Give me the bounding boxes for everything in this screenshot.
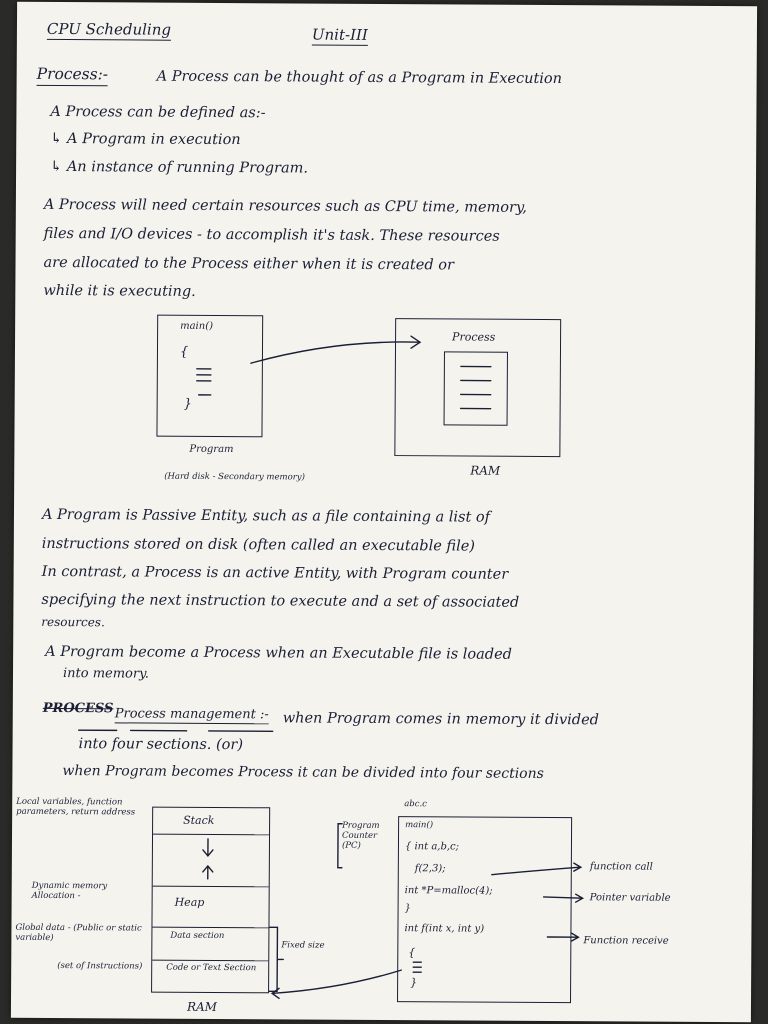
heap-annotation: Dynamic memory Allocation - xyxy=(31,880,108,901)
resources-line-1: A Process will need certain resources such as CPU time, memory, xyxy=(43,196,527,216)
program-caption: Program xyxy=(189,443,234,456)
mgmt-underlines xyxy=(79,730,273,731)
heap-up-arrow xyxy=(203,866,213,879)
fixed-size-label: Fixed size xyxy=(281,940,325,951)
resources-line-2: files and I/O devices - to accomplish it's task. These resources xyxy=(43,225,500,245)
passive-line-5: resources. xyxy=(41,614,105,630)
data-section-label: Data section xyxy=(170,930,225,942)
program-main: main() xyxy=(180,320,214,332)
stack-label: Stack xyxy=(183,813,215,827)
ram-process-title: Process xyxy=(452,330,496,344)
program-close-brace: } xyxy=(183,396,192,412)
process-heading: Process:- xyxy=(37,67,109,86)
code-line-func-def: int f(int x, int y) xyxy=(404,923,485,935)
unit-title: Unit-III xyxy=(311,25,368,44)
passive-line-3: In contrast, a Process is an active Entity, with Program counter xyxy=(41,563,509,583)
code-line-close-main: } xyxy=(404,903,411,915)
mgmt-line-3: when Program becomes Process it can be divided into four sections xyxy=(62,763,544,782)
code-line-main: main() xyxy=(405,820,434,831)
passive-line-2: instructions stored on disk (often called an executable file) xyxy=(41,535,476,555)
annotation-function-receive: Function receive xyxy=(583,935,669,947)
code-annotation: (set of Instructions) xyxy=(57,961,143,972)
pc-bracket xyxy=(338,824,342,868)
process-definition-line: A Process can be thought of as a Program in Execution xyxy=(156,68,563,88)
function-call-arrow xyxy=(492,863,581,876)
code-section-label: Code or Text Section xyxy=(166,962,257,974)
code-filename: abc.c xyxy=(404,799,427,810)
process-block-lines xyxy=(461,366,491,408)
stack-down-arrow xyxy=(203,839,213,856)
ram-caption-2: RAM xyxy=(186,999,218,1014)
program-open-brace: { xyxy=(179,344,189,360)
stack-annotation: Local variables, function parameters, return address xyxy=(16,796,136,818)
passive-line-4: specifying the next instruction to execute and a set of associated xyxy=(41,591,520,611)
program-code-lines xyxy=(197,369,211,395)
mgmt-heading: Process management :- xyxy=(114,706,269,723)
resources-line-3: are allocated to the Process either when it is created or xyxy=(43,254,454,274)
code-line-open-brace: { xyxy=(408,946,416,960)
ink-strokes xyxy=(11,2,757,1023)
mgmt-heading-struck: PROCESS xyxy=(42,700,114,717)
function-receive-arrow xyxy=(547,933,578,941)
notebook-page xyxy=(11,2,757,1023)
code-line-decl: { int a,b,c; xyxy=(404,841,460,853)
mgmt-line-1: when Program comes in memory it divided xyxy=(282,710,600,729)
bullet-running-instance: ↳ An instance of running Program. xyxy=(50,158,309,177)
resources-line-4: while it is executing. xyxy=(43,282,196,300)
program-subcaption: (Hard disk - Secondary memory) xyxy=(164,471,305,483)
pointer-arrow xyxy=(544,894,583,902)
code-line-malloc: int *P=malloc(4); xyxy=(404,885,493,897)
code-section-arrow xyxy=(272,969,401,999)
subject-title: CPU Scheduling xyxy=(46,19,172,39)
become-line-1: A Program become a Process when an Executable file is loaded xyxy=(45,643,513,663)
fixed-size-brace xyxy=(269,927,283,991)
passive-line-1: A Program is Passive Entity, such as a file containing a list of xyxy=(41,506,491,526)
code-line-close-brace: } xyxy=(410,976,418,990)
bullet-program-execution: ↳ A Program in execution xyxy=(50,130,241,149)
code-line-call: f(2,3); xyxy=(414,863,446,875)
load-arrow xyxy=(251,341,419,364)
become-line-2: into memory. xyxy=(62,666,149,682)
process-defined-as: A Process can be defined as:- xyxy=(50,103,266,122)
annotation-pointer-variable: Pointer variable xyxy=(589,892,671,904)
annotation-function-call: function call xyxy=(589,861,653,873)
mgmt-line-2: into four sections. (or) xyxy=(78,736,244,754)
func-body-lines xyxy=(413,962,421,972)
heap-label: Heap xyxy=(174,895,205,909)
ram-caption-1: RAM xyxy=(470,463,501,478)
pc-label: Program Counter (PC) xyxy=(341,820,380,851)
data-annotation: Global data - (Public or static variable) xyxy=(15,922,142,943)
